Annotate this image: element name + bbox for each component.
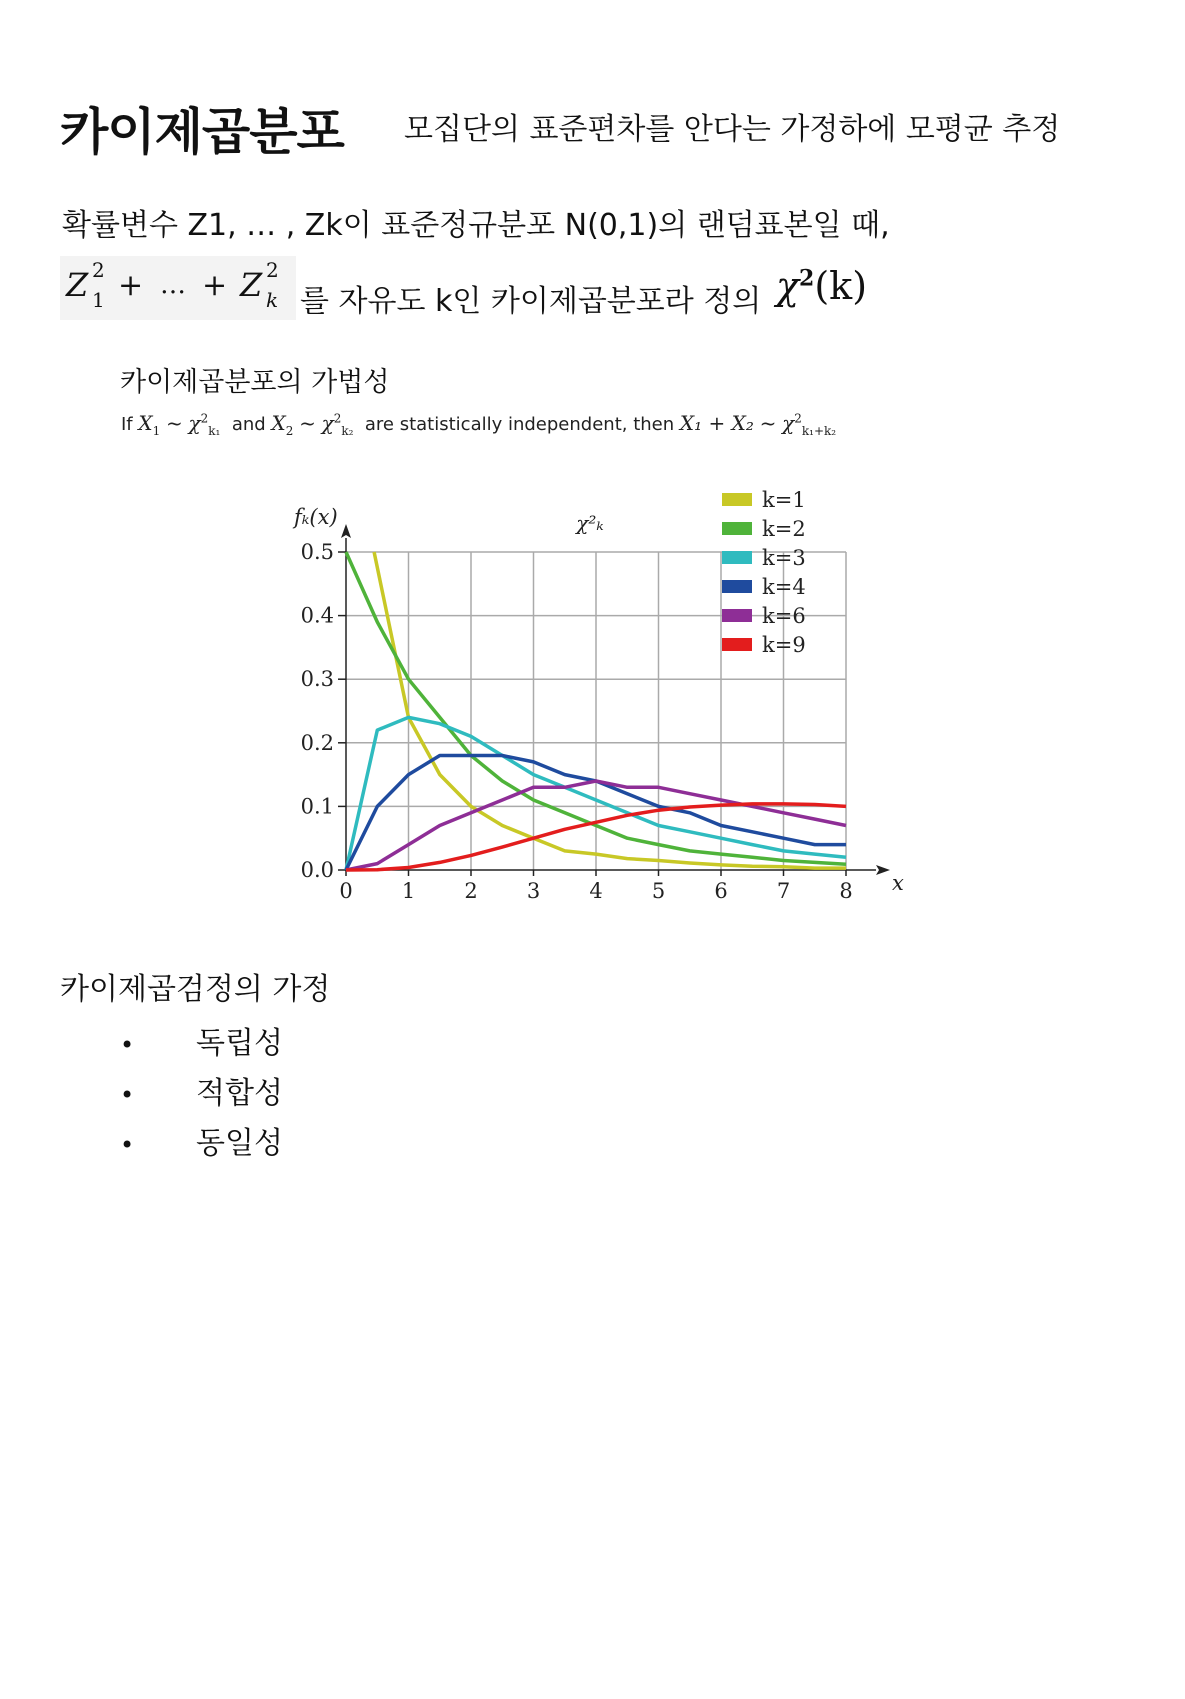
x-tick-label: 1: [401, 879, 416, 903]
chi-symbol: χ: [188, 411, 201, 435]
chi-superscript: 2: [200, 411, 209, 426]
x-tick-label: 6: [714, 879, 728, 903]
chi-symbol: χ: [782, 411, 795, 435]
assumptions-heading: 카이제곱검정의 가정: [60, 972, 331, 1007]
page-title: 카이제곱분포: [60, 103, 344, 161]
legend-swatch: [722, 551, 752, 564]
x1-subscript: 1: [152, 424, 161, 438]
x-tick-label: 3: [526, 879, 541, 903]
legend-swatch: [722, 609, 752, 622]
additivity-statement: [121, 411, 836, 438]
sum-expression: X₁ + X₂: [679, 411, 754, 435]
ellipsis: …: [160, 270, 186, 300]
assumption-label: 적합성: [196, 1076, 283, 1111]
zk-symbol: Z: [240, 266, 263, 304]
legend-label: k=3: [762, 546, 806, 570]
y-tick-label: 0.3: [300, 667, 334, 692]
x-tick-label: 7: [776, 879, 791, 903]
bullet: •: [120, 1131, 135, 1159]
list-item: [120, 1068, 283, 1112]
legend-label: k=6: [762, 604, 806, 628]
page-subtitle: 모집단의 표준편차를 안다는 가정하에 모평균 추정: [404, 112, 1061, 147]
legend-label: k=4: [762, 575, 806, 599]
y-tick-label: 0.5: [300, 540, 334, 564]
y-axis-arrow: [341, 524, 351, 538]
y-tick-label: 0.1: [300, 794, 334, 819]
x-tick-label: 0: [339, 879, 353, 903]
chi-square-density-chart: [270, 480, 910, 920]
and-word: and: [231, 414, 266, 435]
sum-of-squares-formula: [60, 256, 296, 320]
legend-label: k=2: [762, 517, 806, 541]
independence-text: are statistically independent, then: [364, 414, 675, 435]
tilde-symbol: ~: [759, 411, 777, 435]
x1-symbol: X: [138, 411, 153, 435]
k2-subscript: k₂: [341, 424, 354, 438]
list-item: [120, 1018, 283, 1062]
k1k2-subscript: k₁+k₂: [801, 424, 837, 438]
y-tick-label: 0.2: [300, 730, 334, 755]
legend-label: k=9: [762, 633, 806, 657]
chi-superscript: 2: [799, 265, 815, 292]
chi-superscript: 2: [794, 411, 802, 426]
if-word: If: [121, 414, 133, 435]
z1-symbol: Z: [66, 266, 89, 304]
z1-superscript: 2: [92, 258, 105, 282]
tilde-symbol: ~: [166, 411, 183, 435]
chi-argument: (k): [814, 264, 868, 308]
tilde-symbol: ~: [299, 411, 316, 435]
x-axis-arrow: [876, 865, 890, 875]
chi-symbol: χ: [321, 411, 334, 435]
legend-swatch: [722, 522, 752, 535]
y-tick-label: 0.0: [300, 858, 334, 882]
x-tick-label: 2: [464, 879, 478, 903]
definition-text: 를 자유도 k인 카이제곱분포라 정의: [300, 284, 762, 319]
chart-title: χ²ₖ: [576, 511, 604, 535]
plus-sign: +: [118, 268, 144, 303]
y-tick-label: 0.4: [300, 603, 334, 628]
zk-superscript: 2: [266, 258, 279, 282]
x-tick-label: 8: [839, 879, 853, 903]
legend-swatch: [722, 638, 752, 651]
legend-swatch: [722, 493, 752, 506]
x-tick-label: 5: [651, 879, 666, 903]
zk-subscript: k: [266, 288, 279, 312]
bullet: •: [120, 1031, 135, 1059]
z1-subscript: 1: [92, 288, 105, 312]
x2-subscript: 2: [285, 424, 294, 438]
assumption-label: 동일성: [196, 1126, 283, 1161]
x-tick-label: 4: [589, 879, 603, 903]
chi-symbol: χ: [776, 264, 800, 308]
k1-subscript: k₁: [208, 424, 221, 438]
list-item: [120, 1118, 283, 1162]
additivity-heading: 카이제곱분포의 가법성: [120, 367, 390, 398]
assumption-label: 독립성: [196, 1026, 283, 1061]
plus-sign: +: [202, 268, 228, 303]
x2-symbol: X: [271, 411, 286, 435]
definition-line: 확률변수 Z1, … , Zk이 표준정규분포 N(0,1)의 랜덤표본일 때,: [62, 208, 890, 243]
chi-square-notation: [776, 264, 867, 308]
y-axis-label: fₖ(x): [294, 505, 338, 529]
chi-superscript: 2: [333, 411, 342, 426]
bullet: •: [120, 1081, 135, 1109]
x-axis-label: x: [892, 871, 904, 895]
legend-swatch: [722, 580, 752, 593]
legend-label: k=1: [762, 488, 806, 512]
